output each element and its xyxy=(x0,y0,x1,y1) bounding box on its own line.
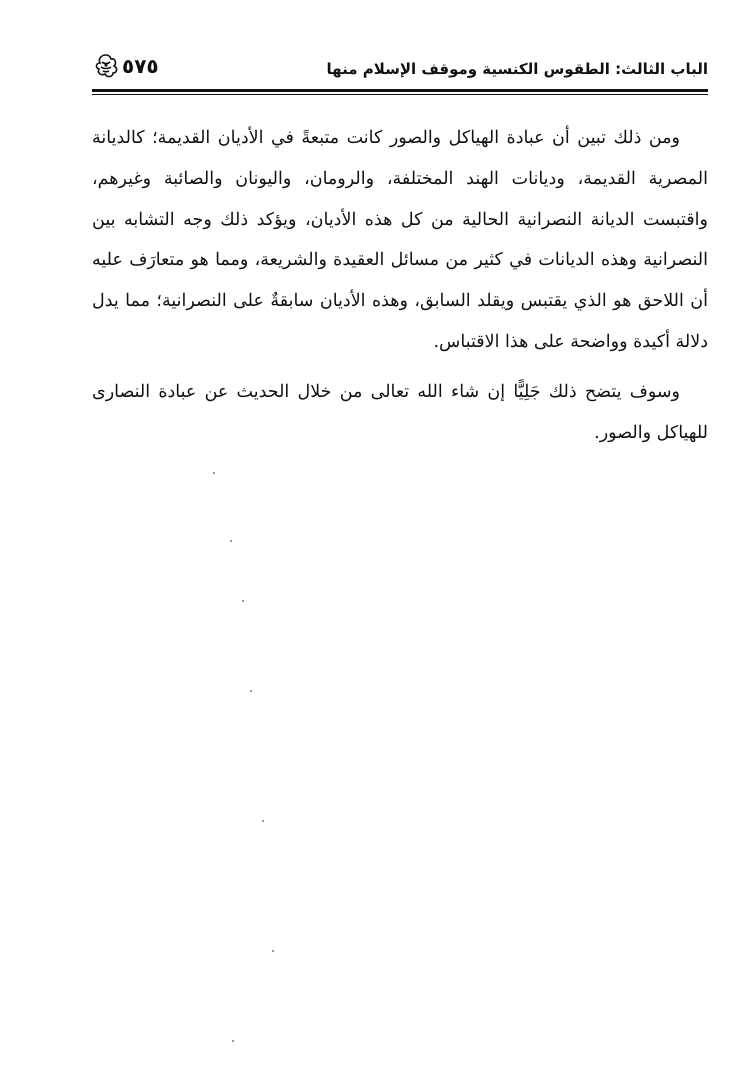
header-rule-thin xyxy=(92,94,708,95)
page-number-block xyxy=(92,52,159,80)
body-text xyxy=(92,118,708,453)
floral-ornament-icon xyxy=(92,52,120,80)
header-rule-thick xyxy=(92,89,708,92)
scan-speck xyxy=(230,540,232,542)
scan-speck xyxy=(250,690,252,692)
page-header xyxy=(92,50,708,86)
page-number: ٥٧٥ xyxy=(122,54,159,78)
scan-speck xyxy=(262,820,264,822)
chapter-title: الباب الثالث: الطقوس الكنسية وموقف الإسلام منها xyxy=(326,60,708,78)
paragraph-2: وسوف يتضح ذلك جَلِيًّا إن شاء الله تعالى من خلال الحديث عن عبادة النصارى للهياكل والصور. xyxy=(92,381,708,443)
paragraph-1: ومن ذلك تبين أن عبادة الهياكل والصور كانت متبعةً في الأديان القديمة؛ كالديانة المصرية القديمة، وديانات الهند المختلفة، والرومان، واليونان والصائبة وغيرهم، واقتبست الديانة النصرانية الحالية من كل هذه الأديان، ويؤكد ذلك وجه التشابه بين النصرانية وهذه الديانات في كثير من مسائل العقيدة والشريعة، ومما هو متعارَف عليه أن اللاحق هو الذي يقتبس ويقلد السابق، وهذه الأديان سابقةٌ على النصرانية؛ مما يدل دلالة أكيدة وواضحة على هذا الاقتباس. xyxy=(92,128,708,352)
scan-speck xyxy=(213,472,215,474)
scan-speck xyxy=(242,600,244,602)
scan-speck xyxy=(232,1040,234,1042)
scan-speck xyxy=(272,950,274,952)
